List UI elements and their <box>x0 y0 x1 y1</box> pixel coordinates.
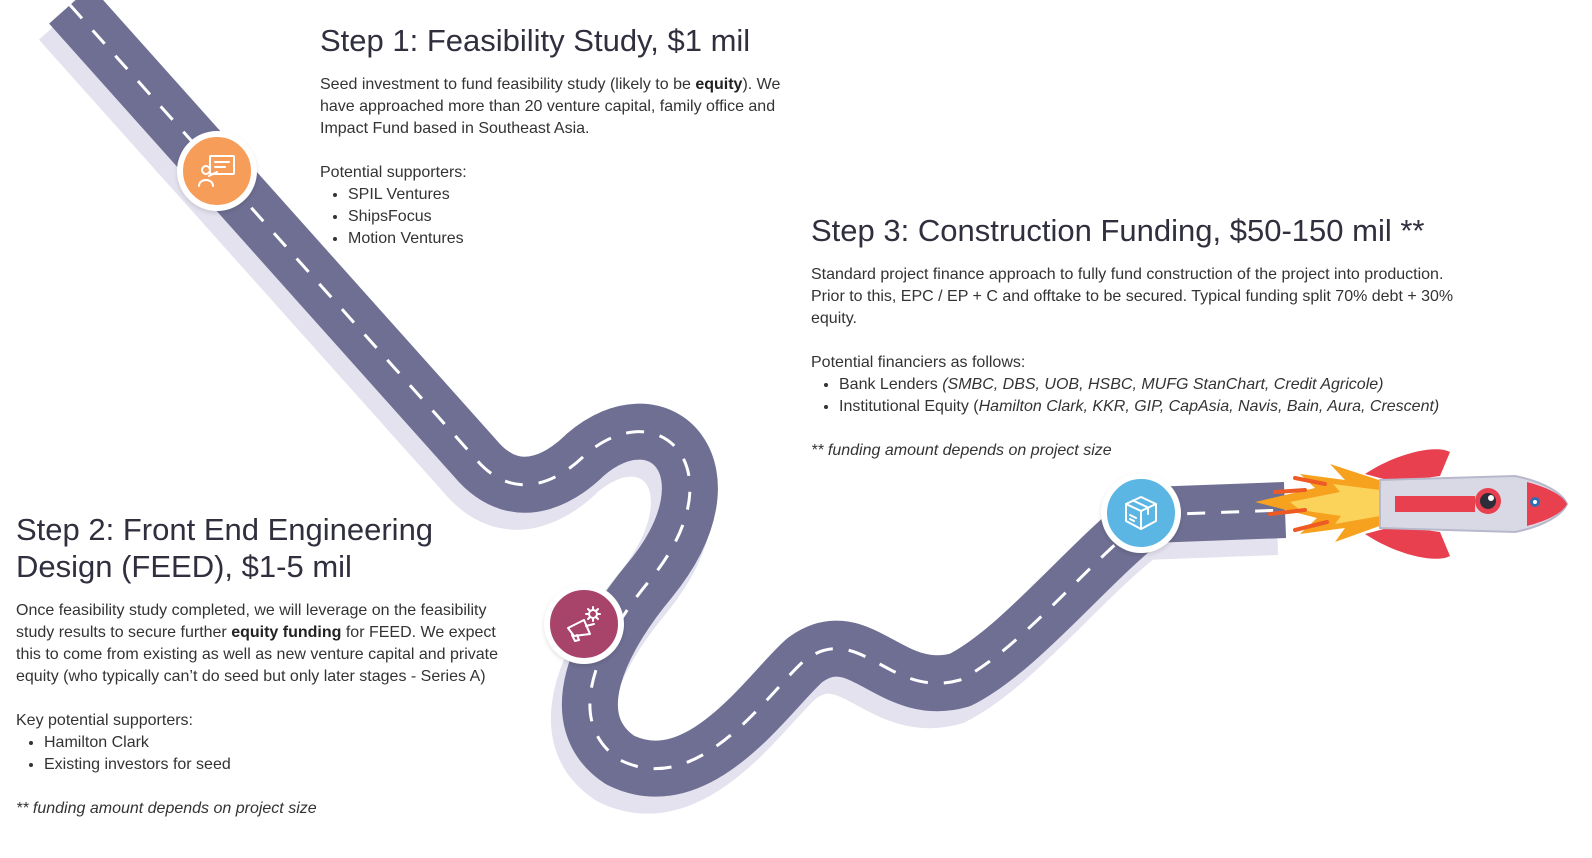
rocket-icon <box>1245 444 1575 564</box>
step3-block <box>811 212 1511 462</box>
step1-supporters-list <box>320 184 790 250</box>
step2-note: ** funding amount depends on project size <box>16 800 317 817</box>
list-item: • Bank Lenders (SMBC, DBS, UOB, HSBC, MUFG StanChart, Credit Agricole) <box>839 374 1511 396</box>
step1-block <box>320 22 790 250</box>
megaphone-gear-icon <box>564 604 604 644</box>
rocket-stripe <box>1395 496 1475 512</box>
rocket-fin-bottom <box>1365 526 1450 559</box>
list-item: • Hamilton Clark <box>44 732 506 754</box>
list-item: • ShipsFocus <box>348 206 790 228</box>
step3-title: Step 3: Construction Funding, $50-150 mil ** <box>811 213 1425 248</box>
list-item: • Institutional Equity (Hamilton Clark, KKR, GIP, CapAsia, Navis, Bain, Aura, Crescent) <box>839 396 1511 418</box>
list-item: • SPIL Ventures <box>348 184 790 206</box>
step1-title: Step 1: Feasibility Study, $1 mil <box>320 23 751 58</box>
package-box-icon <box>1121 493 1161 533</box>
list-item: • Existing investors for seed <box>44 754 506 776</box>
step2-description: Once feasibility study completed, we will leverage on the feasibility study results to secure further equity funding for FEED. We expect this to come from existing as well as new venture capital and private equity (who typically can’t do seed but only later stages - Series A) <box>16 602 499 685</box>
step3-note: ** funding amount depends on project size <box>811 442 1112 459</box>
marker-step2 <box>544 584 624 664</box>
step3-financiers-label: Potential financiers as follows: <box>811 354 1026 371</box>
step3-financiers-list <box>811 374 1511 418</box>
list-item: • Motion Ventures <box>348 228 790 250</box>
step2-block <box>16 511 506 820</box>
step3-description: Standard project finance approach to fully fund construction of the project into production. Prior to this, EPC / EP + C and offtake to be secured. Typical funding split 70% debt + 30% equity. <box>811 266 1454 327</box>
step2-supporters-list <box>16 732 506 776</box>
step2-description-bold: equity funding <box>231 624 342 641</box>
marker-step3 <box>1101 473 1181 553</box>
step1-supporters-label: Potential supporters: <box>320 164 467 181</box>
step1-description: Seed investment to fund feasibility study (likely to be equity). We have approached more than 20 venture capital, family office and Impact Fund based in Southeast Asia. <box>320 76 781 137</box>
step1-description-bold: equity <box>695 76 743 93</box>
step2-title: Step 2: Front End Engineering Design (FEED), $1-5 mil <box>16 512 434 584</box>
step2-supporters-label: Key potential supporters: <box>16 712 193 729</box>
presentation-icon <box>197 151 237 191</box>
marker-step1 <box>177 131 257 211</box>
